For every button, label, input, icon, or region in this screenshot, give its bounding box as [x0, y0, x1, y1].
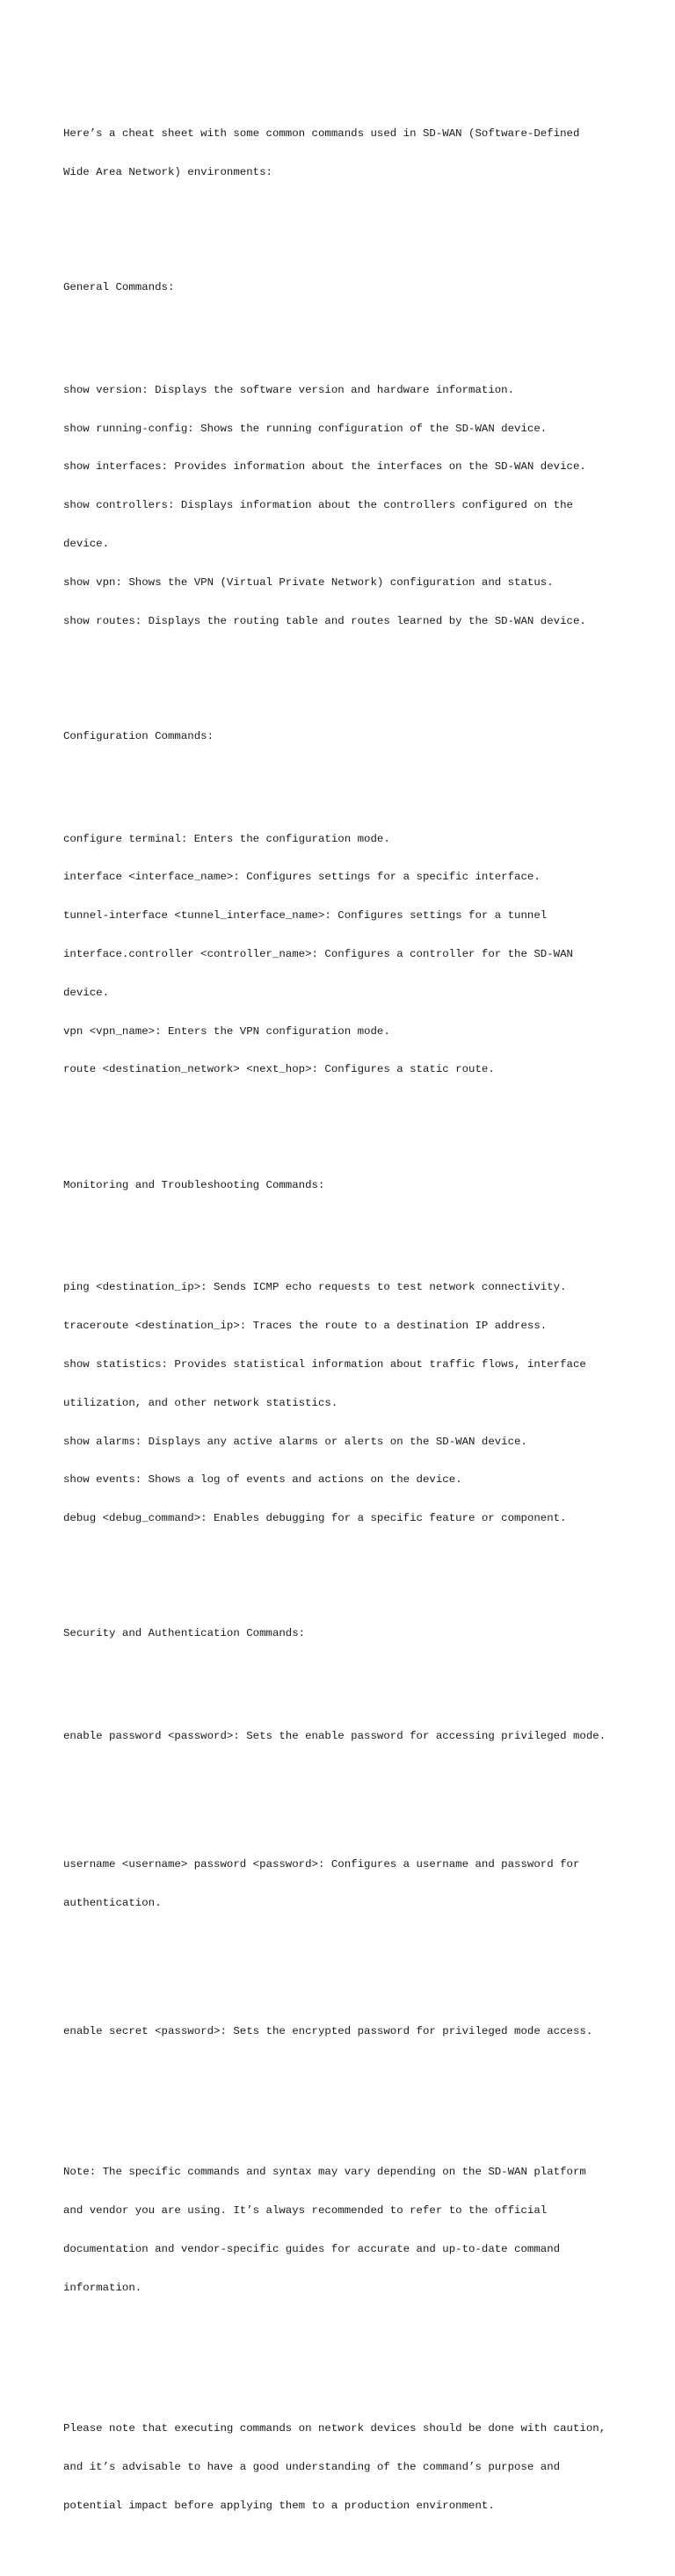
command-line: show routes: Displays the routing table and routes learned by the SD-WAN device. — [63, 614, 586, 627]
paragraph-gap — [63, 1794, 626, 1807]
general-commands-list — [63, 358, 626, 654]
general-commands-heading: General Commands: — [63, 281, 175, 294]
note-paragraph — [63, 2140, 626, 2319]
security-command-item — [63, 1704, 626, 1769]
text-line: Note: The specific commands and syntax may vary depending on the SD-WAN platform — [63, 2166, 586, 2179]
intro-paragraph — [63, 102, 626, 205]
command-line: traceroute <destination_ip>: Traces the route to a destination IP address. — [63, 1320, 548, 1333]
paragraph-gap — [63, 679, 626, 692]
command-line: enable password <password>: Sets the enable password for accessing privileged mode. — [63, 1730, 606, 1743]
command-line: show alarms: Displays any active alarms or alerts on the SD-WAN device. — [63, 1435, 527, 1448]
command-line: username <username> password <password>: Configures a username and password for — [63, 1858, 580, 1871]
paragraph-gap — [63, 2089, 626, 2102]
text-line: Please note that executing commands on network devices should be done with caution, — [63, 2422, 606, 2435]
text-line: Wide Area Network) environments: — [63, 165, 272, 178]
monitoring-commands-heading: Monitoring and Troubleshooting Commands: — [63, 1178, 325, 1191]
command-line: tunnel-interface <tunnel_interface_name>: Configures settings for a tunnel — [63, 909, 548, 923]
paragraph-gap — [63, 1127, 626, 1140]
document-body — [63, 63, 626, 2576]
text-line: information. — [63, 2281, 142, 2294]
paragraph-gap — [63, 769, 626, 782]
configuration-commands-heading: Configuration Commands: — [63, 729, 214, 742]
command-line: show statistics: Provides statistical information about traffic flows, interface — [63, 1357, 586, 1371]
text-line: and it’s advisable to have a good understanding of the command’s purpose and — [63, 2461, 561, 2474]
command-line: vpn <vpn_name>: Enters the VPN configuration mode. — [63, 1024, 390, 1038]
command-line: authentication. — [63, 1896, 162, 1909]
security-command-item — [63, 2000, 626, 2064]
paragraph-gap — [63, 1576, 626, 1589]
command-line: show events: Shows a log of events and actions on the device. — [63, 1473, 462, 1487]
security-commands-heading: Security and Authentication Commands: — [63, 1627, 306, 1640]
command-line: ping <destination_ip>: Sends ICMP echo requests to test network connectivity. — [63, 1281, 567, 1294]
command-line: configure terminal: Enters the configuration mode. — [63, 832, 390, 845]
command-line: device. — [63, 986, 110, 999]
text-line: documentation and vendor-specific guides for accurate and up-to-date command — [63, 2242, 561, 2255]
command-line: device. — [63, 537, 110, 550]
paragraph-gap — [63, 230, 626, 243]
command-line: show version: Displays the software version and hardware information. — [63, 383, 515, 396]
command-line: route <destination_network> <next_hop>: Configures a static route. — [63, 1063, 495, 1076]
text-line: potential impact before applying them to a production environment. — [63, 2499, 495, 2512]
text-line: and vendor you are using. It’s always recommended to refer to the official — [63, 2204, 548, 2218]
security-command-item — [63, 1833, 626, 1936]
command-line: utilization, and other network statistics. — [63, 1396, 338, 1409]
command-line: debug <debug_command>: Enables debugging for a specific feature or component. — [63, 1512, 567, 1525]
command-line: show controllers: Displays information about the controllers configured on the — [63, 499, 573, 512]
command-line: show interfaces: Provides information about the interfaces on the SD-WAN device. — [63, 460, 586, 474]
command-line: interface.controller <controller_name>: Configures a controller for the SD-WAN — [63, 947, 573, 960]
paragraph-gap — [63, 1217, 626, 1230]
caution-paragraph — [63, 2397, 626, 2538]
paragraph-gap — [63, 320, 626, 333]
paragraph-gap — [63, 1961, 626, 1974]
text-line: Here’s a cheat sheet with some common commands used in SD-WAN (Software-Defined — [63, 127, 580, 140]
command-line: interface <interface_name>: Configures settings for a specific interface. — [63, 871, 541, 884]
paragraph-gap — [63, 2346, 626, 2359]
command-line: enable secret <password>: Sets the encrypted password for privileged mode access. — [63, 2024, 593, 2037]
command-line: show running-config: Shows the running configuration of the SD-WAN device. — [63, 422, 548, 435]
command-line: show vpn: Shows the VPN (Virtual Private Network) configuration and status. — [63, 575, 554, 589]
monitoring-commands-list — [63, 1255, 626, 1551]
configuration-commands-list — [63, 807, 626, 1102]
paragraph-gap — [63, 1666, 626, 1679]
